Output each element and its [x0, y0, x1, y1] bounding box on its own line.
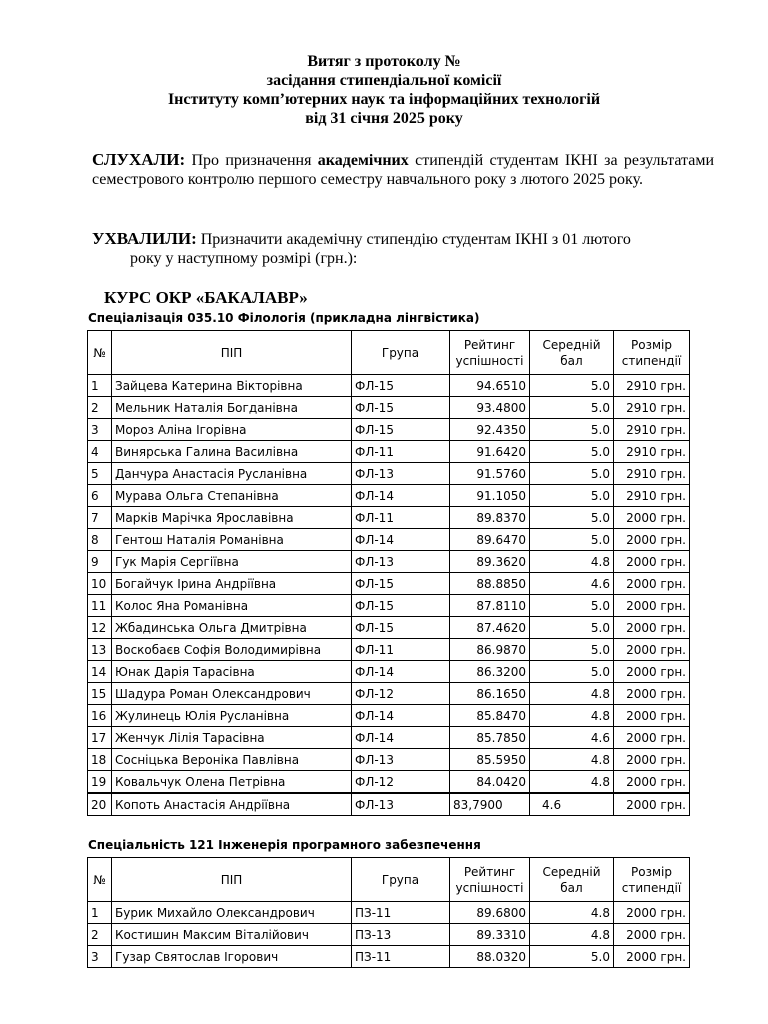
- cell-number: 4: [88, 441, 112, 463]
- cell-number: 18: [88, 749, 112, 771]
- cell-rating: 84.0420: [450, 771, 530, 794]
- cell-group: ФЛ-11: [352, 507, 450, 529]
- cell-average: 4.8: [530, 551, 614, 573]
- cell-number: 3: [88, 946, 112, 968]
- section2-table: [87, 857, 690, 968]
- table-row: [88, 705, 690, 727]
- cell-name: Копоть Анастасія Андріївна: [112, 793, 352, 816]
- section1-table: [87, 330, 690, 816]
- cell-name: Сосніцька Вероніка Павлівна: [112, 749, 352, 771]
- cell-name: Юнак Дарія Тарасівна: [112, 661, 352, 683]
- table-row: [88, 441, 690, 463]
- cell-group: ФЛ-14: [352, 661, 450, 683]
- cell-average: 5.0: [530, 375, 614, 397]
- cell-group: ФЛ-14: [352, 485, 450, 507]
- cell-average: 4.8: [530, 683, 614, 705]
- cell-amount: 2000 грн.: [614, 705, 690, 727]
- cell-group: ФЛ-13: [352, 749, 450, 771]
- cell-number: 13: [88, 639, 112, 661]
- cell-rating: 86.1650: [450, 683, 530, 705]
- cell-rating: 89.3310: [450, 924, 530, 946]
- cell-name: Гентош Наталія Романівна: [112, 529, 352, 551]
- heard-bold-word: академічних: [317, 152, 409, 169]
- table-row: [88, 485, 690, 507]
- cell-average: 5.0: [530, 661, 614, 683]
- table-row: [88, 639, 690, 661]
- section1-title: Спеціалізація 035.10 Філологія (прикладна лінгвістика): [88, 311, 480, 325]
- cell-rating: 87.4620: [450, 617, 530, 639]
- table-row: [88, 902, 690, 924]
- col-header-group: Група: [352, 858, 450, 902]
- heard-text-1: Про призначення: [185, 152, 318, 169]
- cell-amount: 2910 грн.: [614, 397, 690, 419]
- header-line-2: засідання стипендіальної комісії: [266, 72, 502, 89]
- cell-rating: 88.8850: [450, 573, 530, 595]
- cell-group: ПЗ-11: [352, 902, 450, 924]
- cell-name: Данчура Анастасія Русланівна: [112, 463, 352, 485]
- course-title: КУРС ОКР «БАКАЛАВР»: [104, 288, 308, 307]
- cell-rating: 83,7900: [450, 793, 530, 816]
- decided-text-2: року у наступному розмірі (грн.):: [130, 250, 358, 267]
- cell-name: Бурик Михайло Олександрович: [112, 902, 352, 924]
- cell-group: ФЛ-15: [352, 617, 450, 639]
- cell-rating: 89.6800: [450, 902, 530, 924]
- cell-amount: 2000 грн.: [614, 771, 690, 794]
- cell-average: 5.0: [530, 485, 614, 507]
- cell-group: ФЛ-15: [352, 419, 450, 441]
- cell-average: 5.0: [530, 639, 614, 661]
- cell-average: 5.0: [530, 507, 614, 529]
- cell-name: Воскобаєв Софія Володимирівна: [112, 639, 352, 661]
- table-header-row: [88, 331, 690, 375]
- heard-paragraph: [92, 150, 714, 189]
- table-row: [88, 793, 690, 816]
- table-row: [88, 507, 690, 529]
- cell-average: 4.8: [530, 771, 614, 794]
- cell-average: 4.8: [530, 924, 614, 946]
- cell-average: 5.0: [530, 463, 614, 485]
- cell-group: ФЛ-15: [352, 397, 450, 419]
- cell-number: 20: [88, 793, 112, 816]
- section2-title: Спеціальність 121 Інженерія програмного забезпечення: [88, 838, 481, 852]
- cell-name: Марків Марічка Ярославівна: [112, 507, 352, 529]
- cell-amount: 2000 грн.: [614, 793, 690, 816]
- cell-rating: 91.5760: [450, 463, 530, 485]
- table-row: [88, 617, 690, 639]
- cell-name: Мороз Аліна Ігорівна: [112, 419, 352, 441]
- cell-average: 4.6: [530, 727, 614, 749]
- cell-amount: 2910 грн.: [614, 441, 690, 463]
- cell-number: 7: [88, 507, 112, 529]
- cell-name: Шадура Роман Олександрович: [112, 683, 352, 705]
- cell-rating: 91.1050: [450, 485, 530, 507]
- cell-number: 1: [88, 902, 112, 924]
- table-row: [88, 749, 690, 771]
- decided-text-1: Призначити академічну стипендію студентам ІКНІ з 01 лютого: [196, 231, 631, 248]
- cell-group: ФЛ-12: [352, 771, 450, 794]
- cell-group: ФЛ-11: [352, 639, 450, 661]
- decided-paragraph: [92, 229, 714, 268]
- cell-average: 4.6: [530, 573, 614, 595]
- cell-number: 10: [88, 573, 112, 595]
- cell-amount: 2000 грн.: [614, 946, 690, 968]
- cell-name: Богайчук Ірина Андріївна: [112, 573, 352, 595]
- cell-group: ПЗ-13: [352, 924, 450, 946]
- cell-rating: 87.8110: [450, 595, 530, 617]
- table-row: [88, 946, 690, 968]
- cell-amount: 2000 грн.: [614, 749, 690, 771]
- cell-group: ФЛ-13: [352, 793, 450, 816]
- table-row: [88, 419, 690, 441]
- cell-average: 4.8: [530, 705, 614, 727]
- table-row: [88, 661, 690, 683]
- col-header-amount: Розмір стипендії: [614, 858, 690, 902]
- table-row: [88, 727, 690, 749]
- cell-rating: 91.6420: [450, 441, 530, 463]
- cell-number: 15: [88, 683, 112, 705]
- cell-average: 5.0: [530, 529, 614, 551]
- cell-average: 5.0: [530, 419, 614, 441]
- cell-number: 8: [88, 529, 112, 551]
- cell-group: ФЛ-15: [352, 573, 450, 595]
- cell-amount: 2910 грн.: [614, 419, 690, 441]
- cell-rating: 89.6470: [450, 529, 530, 551]
- cell-average: 5.0: [530, 595, 614, 617]
- cell-group: ФЛ-15: [352, 595, 450, 617]
- cell-average: 5.0: [530, 397, 614, 419]
- cell-number: 12: [88, 617, 112, 639]
- col-header-n: №: [88, 331, 112, 375]
- cell-rating: 93.4800: [450, 397, 530, 419]
- cell-name: Жулинець Юлія Русланівна: [112, 705, 352, 727]
- cell-rating: 89.8370: [450, 507, 530, 529]
- cell-group: ФЛ-13: [352, 551, 450, 573]
- cell-group: ФЛ-12: [352, 683, 450, 705]
- cell-amount: 2000 грн.: [614, 551, 690, 573]
- cell-amount: 2000 грн.: [614, 595, 690, 617]
- table-row: [88, 924, 690, 946]
- table-row: [88, 529, 690, 551]
- cell-amount: 2000 грн.: [614, 727, 690, 749]
- cell-rating: 89.3620: [450, 551, 530, 573]
- cell-number: 11: [88, 595, 112, 617]
- cell-rating: 85.7850: [450, 727, 530, 749]
- cell-amount: 2000 грн.: [614, 661, 690, 683]
- cell-number: 14: [88, 661, 112, 683]
- table-row: [88, 595, 690, 617]
- cell-average: 5.0: [530, 617, 614, 639]
- cell-rating: 94.6510: [450, 375, 530, 397]
- col-header-group: Група: [352, 331, 450, 375]
- cell-group: ПЗ-11: [352, 946, 450, 968]
- col-header-avg: Середній бал: [530, 858, 614, 902]
- col-header-rating: Рейтинг успішності: [450, 858, 530, 902]
- cell-name: Ковальчук Олена Петрівна: [112, 771, 352, 794]
- cell-name: Мурава Ольга Степанівна: [112, 485, 352, 507]
- table-row: [88, 573, 690, 595]
- col-header-name: ПІП: [112, 858, 352, 902]
- cell-amount: 2000 грн.: [614, 529, 690, 551]
- heard-text-2: стипендій студентам ІКНІ за результатами семестрового контролю першого семестру навчального року з лютого 2025 року.: [92, 152, 715, 188]
- cell-group: ФЛ-11: [352, 441, 450, 463]
- cell-name: Гук Марія Сергіївна: [112, 551, 352, 573]
- document-header: [0, 52, 768, 128]
- cell-number: 1: [88, 375, 112, 397]
- cell-number: 9: [88, 551, 112, 573]
- header-line-1: Витяг з протоколу №: [307, 53, 461, 70]
- cell-rating: 86.3200: [450, 661, 530, 683]
- table-header-row: [88, 858, 690, 902]
- header-line-3: Інституту комп’ютерних наук та інформаційних технологій: [167, 91, 601, 108]
- cell-amount: 2000 грн.: [614, 507, 690, 529]
- cell-amount: 2000 грн.: [614, 924, 690, 946]
- table-row: [88, 683, 690, 705]
- cell-group: ФЛ-15: [352, 375, 450, 397]
- col-header-amount: Розмір стипендії: [614, 331, 690, 375]
- cell-number: 17: [88, 727, 112, 749]
- cell-name: Гузар Святослав Ігорович: [112, 946, 352, 968]
- cell-rating: 86.9870: [450, 639, 530, 661]
- cell-rating: 92.4350: [450, 419, 530, 441]
- col-header-avg: Середній бал: [530, 331, 614, 375]
- table-row: [88, 397, 690, 419]
- cell-average: 4.8: [530, 902, 614, 924]
- cell-rating: 85.8470: [450, 705, 530, 727]
- cell-number: 2: [88, 924, 112, 946]
- cell-number: 16: [88, 705, 112, 727]
- cell-number: 5: [88, 463, 112, 485]
- cell-name: Колос Яна Романівна: [112, 595, 352, 617]
- cell-number: 6: [88, 485, 112, 507]
- decided-label: УХВАЛИЛИ:: [92, 229, 197, 248]
- cell-group: ФЛ-14: [352, 529, 450, 551]
- cell-amount: 2910 грн.: [614, 485, 690, 507]
- cell-group: ФЛ-14: [352, 727, 450, 749]
- cell-amount: 2000 грн.: [614, 683, 690, 705]
- col-header-rating: Рейтинг успішності: [450, 331, 530, 375]
- col-header-name: ПІП: [112, 331, 352, 375]
- cell-amount: 2000 грн.: [614, 573, 690, 595]
- cell-name: Мельник Наталія Богданівна: [112, 397, 352, 419]
- cell-rating: 88.0320: [450, 946, 530, 968]
- table-row: [88, 463, 690, 485]
- cell-amount: 2000 грн.: [614, 617, 690, 639]
- heard-label: СЛУХАЛИ:: [92, 150, 186, 169]
- cell-average: 5.0: [530, 946, 614, 968]
- cell-average: 5.0: [530, 441, 614, 463]
- cell-name: Винярська Галина Василівна: [112, 441, 352, 463]
- cell-rating: 85.5950: [450, 749, 530, 771]
- cell-group: ФЛ-13: [352, 463, 450, 485]
- cell-number: 3: [88, 419, 112, 441]
- table-row: [88, 771, 690, 794]
- cell-average: 4.6: [530, 793, 614, 816]
- table-row: [88, 375, 690, 397]
- cell-name: Жбадинська Ольга Дмитрівна: [112, 617, 352, 639]
- table-row: [88, 551, 690, 573]
- cell-amount: 2910 грн.: [614, 463, 690, 485]
- cell-average: 4.8: [530, 749, 614, 771]
- cell-number: 19: [88, 771, 112, 794]
- cell-name: Зайцева Катерина Вікторівна: [112, 375, 352, 397]
- cell-name: Женчук Лілія Тарасівна: [112, 727, 352, 749]
- cell-amount: 2910 грн.: [614, 375, 690, 397]
- header-line-4: від 31 січня 2025 року: [305, 110, 463, 127]
- cell-amount: 2000 грн.: [614, 902, 690, 924]
- col-header-n: №: [88, 858, 112, 902]
- cell-group: ФЛ-14: [352, 705, 450, 727]
- cell-number: 2: [88, 397, 112, 419]
- cell-name: Костишин Максим Віталійович: [112, 924, 352, 946]
- cell-amount: 2000 грн.: [614, 639, 690, 661]
